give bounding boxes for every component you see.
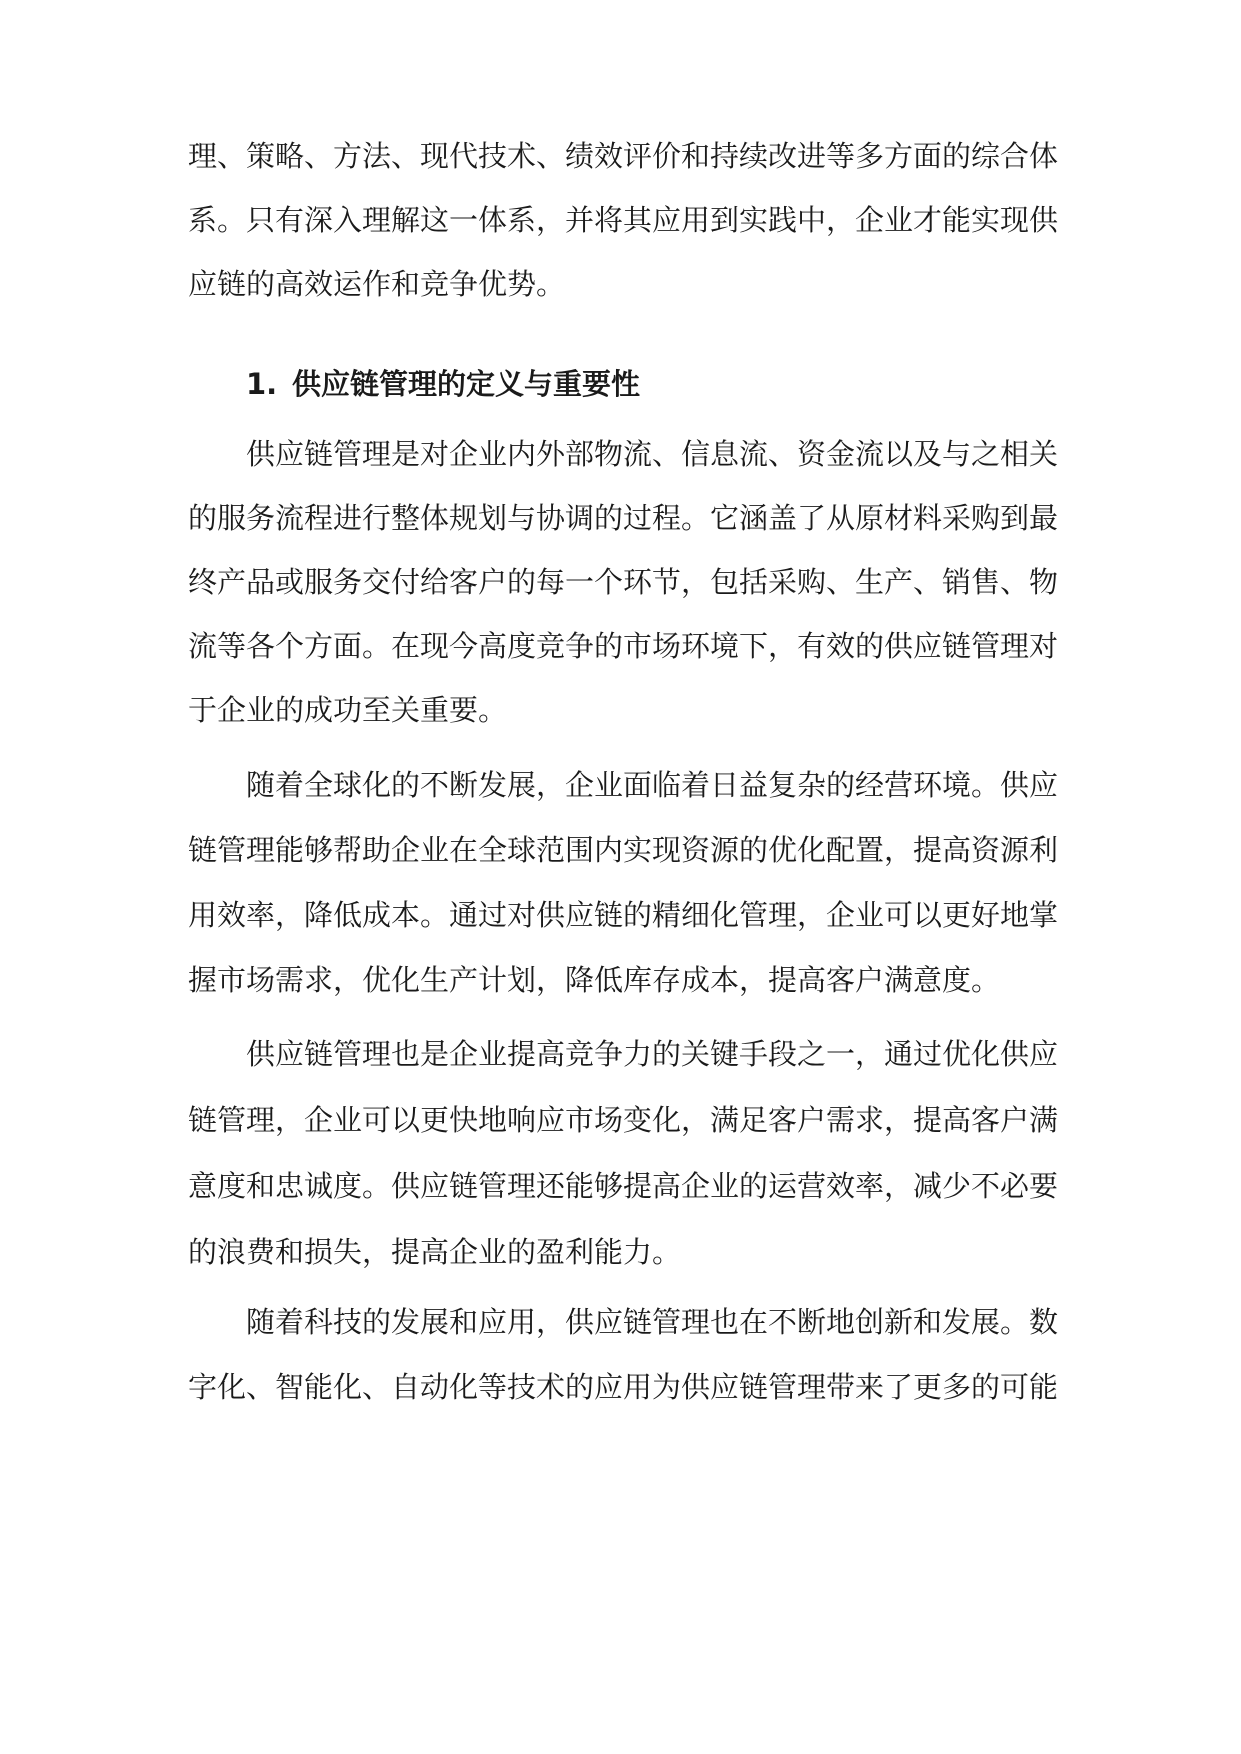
paragraph-line: 供应链管理是对企业内外部物流、信息流、资金流以及与之相关 bbox=[246, 437, 1059, 471]
paragraph-line: 的服务流程进行整体规划与协调的过程。它涵盖了从原材料采购到最 bbox=[188, 501, 1059, 535]
section-title: 供应链管理的定义与重要性 bbox=[292, 367, 641, 401]
paragraph-line: 终产品或服务交付给客户的每一个环节，包括采购、生产、销售、物 bbox=[188, 565, 1059, 599]
paragraph-line: 于企业的成功至关重要。 bbox=[188, 693, 508, 727]
paragraph-line: 供应链管理也是企业提高竞争力的关键手段之一，通过优化供应 bbox=[246, 1037, 1059, 1071]
paragraph-line: 意度和忠诚度。供应链管理还能够提高企业的运营效率，减少不必要 bbox=[188, 1169, 1059, 1203]
paragraph-line: 握市场需求，优化生产计划，降低库存成本，提高客户满意度。 bbox=[188, 963, 1001, 997]
paragraph-line: 随着科技的发展和应用，供应链管理也在不断地创新和发展。数 bbox=[246, 1305, 1059, 1339]
section-number: 1. bbox=[246, 367, 278, 401]
body-text-line: 系。只有深入理解这一体系，并将其应用到实践中，企业才能实现供 bbox=[188, 203, 1059, 237]
paragraph-line: 流等各个方面。在现今高度竞争的市场环境下，有效的供应链管理对 bbox=[188, 629, 1059, 663]
section-heading bbox=[246, 362, 640, 406]
paragraph-line: 的浪费和损失，提高企业的盈利能力。 bbox=[188, 1235, 682, 1269]
body-text-line: 应链的高效运作和竞争优势。 bbox=[188, 267, 566, 301]
paragraph-line: 随着全球化的不断发展，企业面临着日益复杂的经营环境。供应 bbox=[246, 768, 1059, 802]
paragraph-line: 字化、智能化、自动化等技术的应用为供应链管理带来了更多的可能 bbox=[188, 1370, 1059, 1404]
paragraph-line: 链管理，企业可以更快地响应市场变化，满足客户需求，提高客户满 bbox=[188, 1103, 1059, 1137]
body-text-line: 理、策略、方法、现代技术、绩效评价和持续改进等多方面的综合体 bbox=[188, 139, 1059, 173]
paragraph-line: 链管理能够帮助企业在全球范围内实现资源的优化配置，提高资源利 bbox=[188, 833, 1059, 867]
paragraph-line: 用效率，降低成本。通过对供应链的精细化管理，企业可以更好地掌 bbox=[188, 898, 1059, 932]
